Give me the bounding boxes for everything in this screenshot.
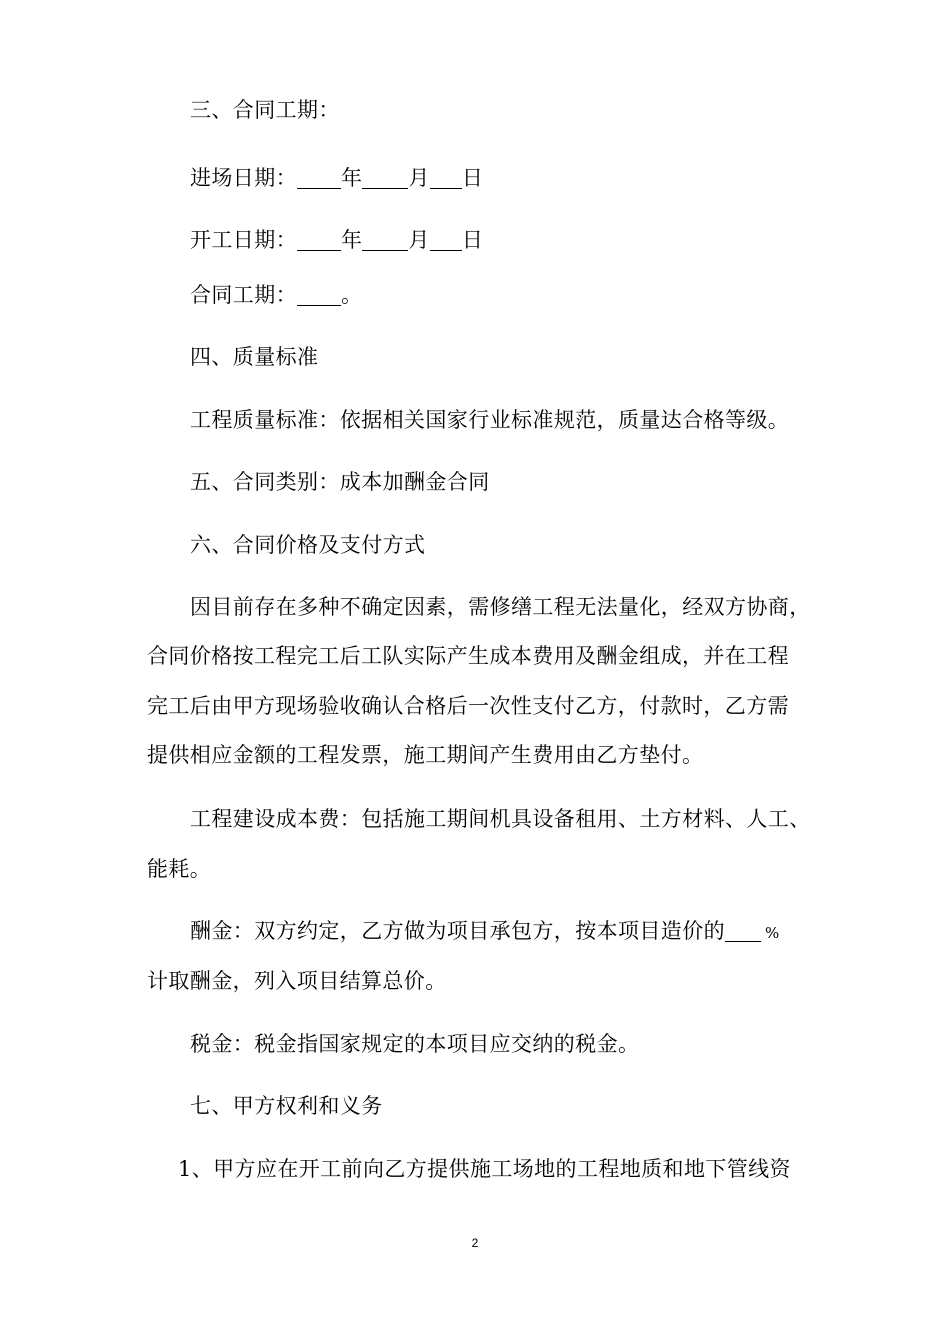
day-blank <box>430 228 462 251</box>
paragraph-1-line-4: 提供相应金额的工程发票，施工期间产生费用由乙方垫付。 <box>147 743 704 767</box>
paragraph-1-line-1: 因目前存在多种不确定因素，需修缮工程无法量化，经双方协商， <box>190 595 811 619</box>
section-4-title: 四、质量标准 <box>190 345 319 369</box>
section-7-title: 七、甲方权利和义务 <box>190 1094 383 1118</box>
month-blank <box>362 166 408 189</box>
day-text: 日 <box>461 228 484 252</box>
percent-sign: % <box>765 924 780 942</box>
paragraph-4: 税金：税金指国家规定的本项目应交纳的税金。 <box>190 1032 640 1056</box>
entry-date-line <box>190 164 483 192</box>
month-text: 月 <box>408 166 430 190</box>
paragraph-2-line-2: 能耗。 <box>147 857 212 881</box>
year-blank <box>297 228 341 251</box>
remuneration-text: 酬金：双方约定，乙方做为项目承包方，按本项目造价的 <box>190 919 725 943</box>
duration-end: 。 <box>341 283 363 307</box>
month-blank <box>362 228 408 251</box>
duration-blank <box>297 283 341 306</box>
item-1: 1、甲方应在开工前向乙方提供施工场地的工程地质和地下管线资 <box>178 1157 791 1181</box>
paragraph-3-line-2: 计取酬金，列入项目结算总价。 <box>147 969 447 993</box>
paragraph-1-line-2: 合同价格按工程完工后工队实际产生成本费用及酬金组成，并在工程 <box>147 644 789 668</box>
page-number: 2 <box>471 1236 479 1250</box>
year-text: 年 <box>341 228 363 252</box>
section-6-title: 六、合同价格及支付方式 <box>190 533 426 557</box>
year-text: 年 <box>341 166 363 190</box>
percent-blank <box>725 919 761 942</box>
start-date-label: 开工日期： <box>190 228 297 252</box>
section-5-title: 五、合同类别：成本加酬金合同 <box>190 470 490 494</box>
duration-line <box>190 281 362 309</box>
paragraph-1-line-3: 完工后由甲方现场验收确认合格后一次性支付乙方，付款时，乙方需 <box>147 694 789 718</box>
paragraph-2-line-1: 工程建设成本费：包括施工期间机具设备租用、土方材料、人工、 <box>190 807 811 831</box>
day-blank <box>430 166 462 189</box>
paragraph-3-line-1 <box>190 917 780 947</box>
start-date-line <box>190 226 483 254</box>
month-text: 月 <box>408 228 430 252</box>
day-text: 日 <box>461 166 484 190</box>
duration-label: 合同工期： <box>190 283 297 307</box>
quality-standard: 工程质量标准：依据相关国家行业标准规范，质量达合格等级。 <box>190 408 790 432</box>
entry-date-label: 进场日期： <box>190 166 297 190</box>
year-blank <box>297 166 341 189</box>
section-3-title: 三、合同工期： <box>190 98 340 122</box>
